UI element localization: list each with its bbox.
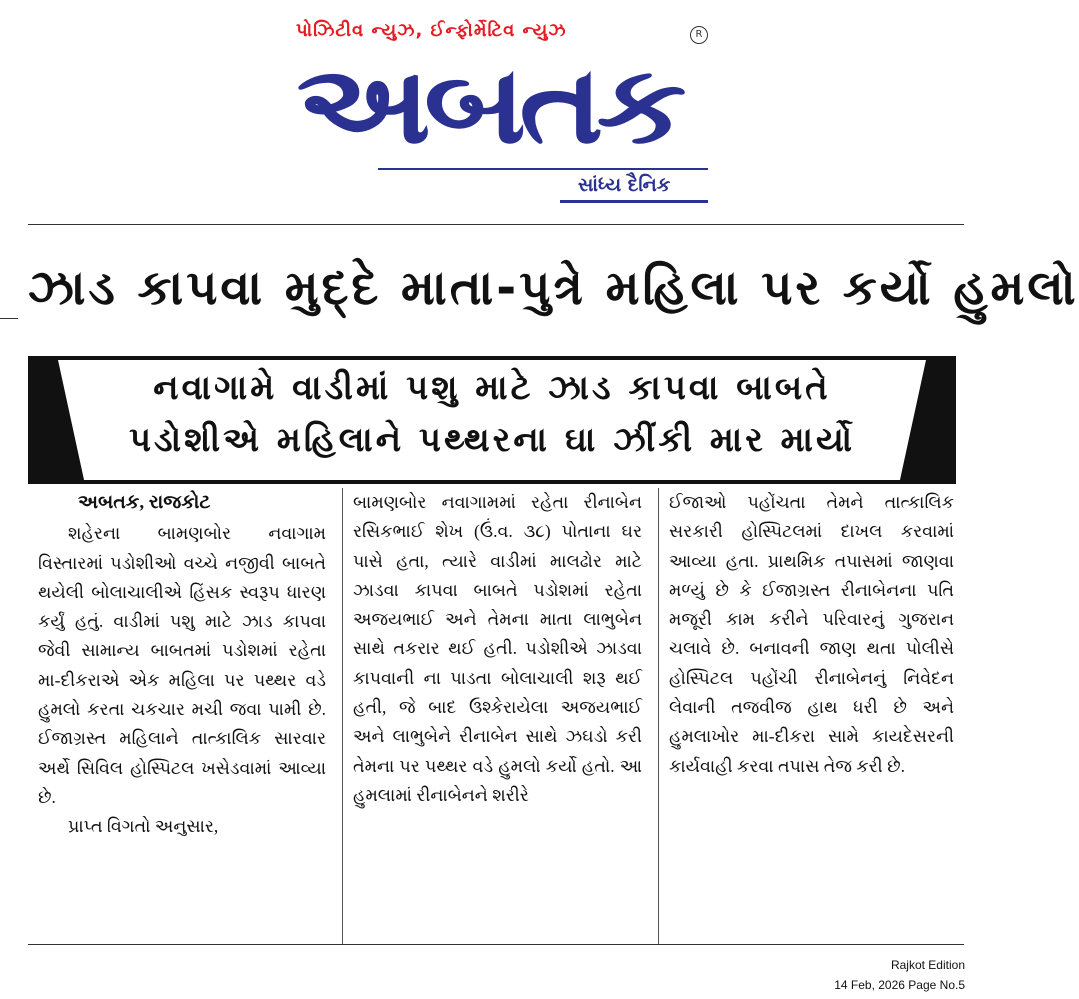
edition-name: Rajkot Edition <box>890 958 965 972</box>
newspaper-logo: અબતક <box>296 43 680 168</box>
column-3-text: ઈજાઓ પહોંચતા તેમને તાત્કાલિક સરકારી હોસ્પિટલમાં દાખલ કરવામાં આવ્યા હતા. પ્રાથમિક તપાસમાં જાણવા મળ્યું છે કે ઈજાગ્રસ્ત રીનાબેનના પતિ મજૂરી કામ કરીને પરિવારનું ગુજરાન ચલાવે છે. બનાવની જાણ થતા પોલીસે હોસ્પિટલ પહોંચી રીનાબેનનું નિવેદન લેવાની તજવીજ હાથ ધરી છે અને હુમલાખોર મા-દીકરા સામે કાયદેસરની કાર્યવાહી કરવા તપાસ તેજ કરી છે. <box>669 492 954 776</box>
edition-label-underline <box>560 200 708 203</box>
edition-type-label: સાંધ્ય દૈનિક <box>578 174 671 196</box>
masthead <box>0 0 973 210</box>
article-column-2 <box>342 488 652 944</box>
column-1-tail: પ્રાપ્ત વિગતો અનુસાર, <box>68 816 219 837</box>
article-column-1 <box>28 488 336 944</box>
registered-trademark-icon: R <box>690 26 708 44</box>
article-headline: ઝાડ કાપવા મુદ્દે માતા-પુત્રે મહિલા પર કર્યો હુમલો <box>28 260 1079 316</box>
logo-divider <box>378 168 708 170</box>
margin-mark <box>0 318 18 319</box>
article-bottom-rule <box>28 944 964 945</box>
column-2-text: બામણબોર નવાગામમાં રહેતા રીનાબેન રસિકભાઈ શેખ (ઉં.વ. ૩૮) પોતાના ઘર પાસે હતા, ત્યારે વાડીમાં માલઢોર માટે ઝાડવા કાપવા બાબતે પડોશમાં રહેતા અજયભાઈ અને તેમના માતા લાભુબેન સાથે તકરાર થઈ હતી. પડોશીએ ઝાડવા કાપવાની ના પાડતા બોલાચાલી શરૂ થઈ હતી, જે બાદ ઉશ્કેરાયેલા અજયભાઈ અને લાભુબેને રીનાબેન સાથે ઝઘડો કરી તેમના પર પથ્થર વડે હુમલો કર્યો હતો. આ હુમલામાં રીનાબેનને શરીરે <box>353 492 642 805</box>
edition-info <box>834 955 965 995</box>
article-byline: અબતક, રાજકોટ <box>78 492 211 513</box>
subheadline-line-2: પડોશીએ મહિલાને પથ્થરના ઘા ઝીંકી માર માર્યો <box>128 420 856 460</box>
article-column-3 <box>658 488 964 944</box>
subheadline-line-1: નવાગામે વાડીમાં પશુ માટે ઝાડ કાપવા બાબતે <box>153 368 831 408</box>
article-body <box>28 488 964 944</box>
column-1-text: શહેરના બામણબોર નવાગામ વિસ્તારમાં પડોશીઓ વચ્ચે નજીવી બાબતે થયેલી બોલાચાલીએ હિંસક સ્વરૂપ ધારણ કર્યું હતું. વાડીમાં પશુ માટે ઝાડ કાપવા જેવી સામાન્ય બાબતમાં પડોશમાં રહેતા મા-દીકરાએ એક મહિલા પર પથ્થર વડે હુમલો કરતા ચકચાર મચી જવા પામી છે. ઈજાગ્રસ્ત મહિલાને તાત્કાલિક સારવાર અર્થે સિવિલ હોસ્પિટલ ખસેડવામાં આવ્યા છે. <box>38 523 326 807</box>
edition-date-page: 14 Feb, 2026 Page No.5 <box>834 978 965 992</box>
masthead-tagline: પોઝિટીવ ન્યુઝ, ઈન્ફોર્મેટિવ ન્યુઝ <box>296 20 567 41</box>
